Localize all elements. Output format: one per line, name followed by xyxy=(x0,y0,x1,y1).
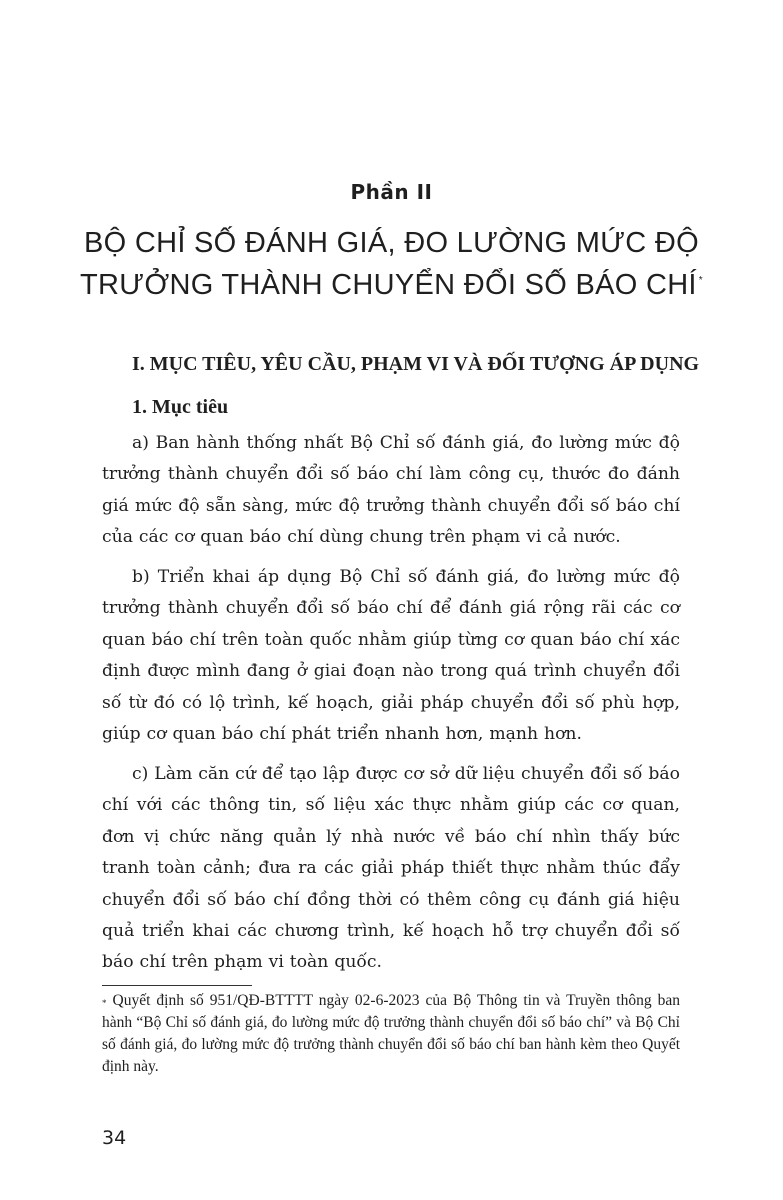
footnote-divider xyxy=(102,985,252,986)
page-number: 34 xyxy=(102,1127,127,1149)
paragraph-c: c) Làm căn cứ để tạo lập được cơ sở dữ liệu chuyển đổi số báo chí với các thông tin, số liệu xác thực nhằm giúp các cơ quan, đơn vị chức năng quản lý nhà nước về báo chí nhìn thấy bức tranh toàn cảnh; đưa ra các giải pháp thiết thực nhằm thúc đẩy chuyển đổi số báo chí đồng thời có thêm công cụ đánh giá hiệu quả triển khai các chương trình, kế hoạch hỗ trợ chuyển đổi số báo chí trên phạm vi toàn quốc. xyxy=(102,764,680,973)
part-label: Phần II xyxy=(350,180,433,204)
footnote-reference-marker: * xyxy=(698,275,703,286)
part-title-line-2 xyxy=(60,264,723,306)
section-heading: I. MỤC TIÊU, YÊU CẦU, PHẠM VI VÀ ĐỐI TƯỢNG ÁP DỤNG xyxy=(132,353,700,375)
paragraph-b: b) Triển khai áp dụng Bộ Chỉ số đánh giá, đo lường mức độ trưởng thành chuyển đổi số báo chí để đánh giá rộng rãi các cơ quan báo chí trên toàn quốc nhằm giúp từng cơ quan báo chí xác định được mình đang ở giai đoạn nào trong quá trình chuyển đổi số từ đó có lộ trình, kế hoạch, giải pháp chuyển đổi số phù hợp, giúp cơ quan báo chí phát triển nhanh hơn, mạnh hơn. xyxy=(102,567,680,745)
part-title-line-2-text: TRƯỞNG THÀNH CHUYỂN ĐỔI SỐ BÁO CHÍ xyxy=(80,269,697,301)
part-title-line-1: BỘ CHỈ SỐ ĐÁNH GIÁ, ĐO LƯỜNG MỨC ĐỘ xyxy=(83,227,699,259)
paragraph-a: a) Ban hành thống nhất Bộ Chỉ số đánh giá, đo lường mức độ trưởng thành chuyển đổi số báo chí làm công cụ, thước đo đánh giá mức độ sẵn sàng, mức độ trưởng thành chuyển đổi số báo chí của các cơ quan báo chí dùng chung trên phạm vi cả nước. xyxy=(102,433,680,548)
subsection-heading: 1. Mục tiêu xyxy=(132,396,229,418)
footnote-marker: * xyxy=(102,998,107,1008)
part-title xyxy=(60,222,723,306)
footnote-text: Quyết định số 951/QĐ-BTTTT ngày 02-6-2023 của Bộ Thông tin và Truyền thông ban hành “Bộ Chỉ số đánh giá, đo lường mức độ trưởng thành chuyển đổi số báo chí” và Bộ Chỉ số đánh giá, đo lường mức độ trưởng thành chuyển đổi số báo chí ban hành kèm theo Quyết định này. xyxy=(102,992,680,1075)
footnote xyxy=(102,990,680,1078)
